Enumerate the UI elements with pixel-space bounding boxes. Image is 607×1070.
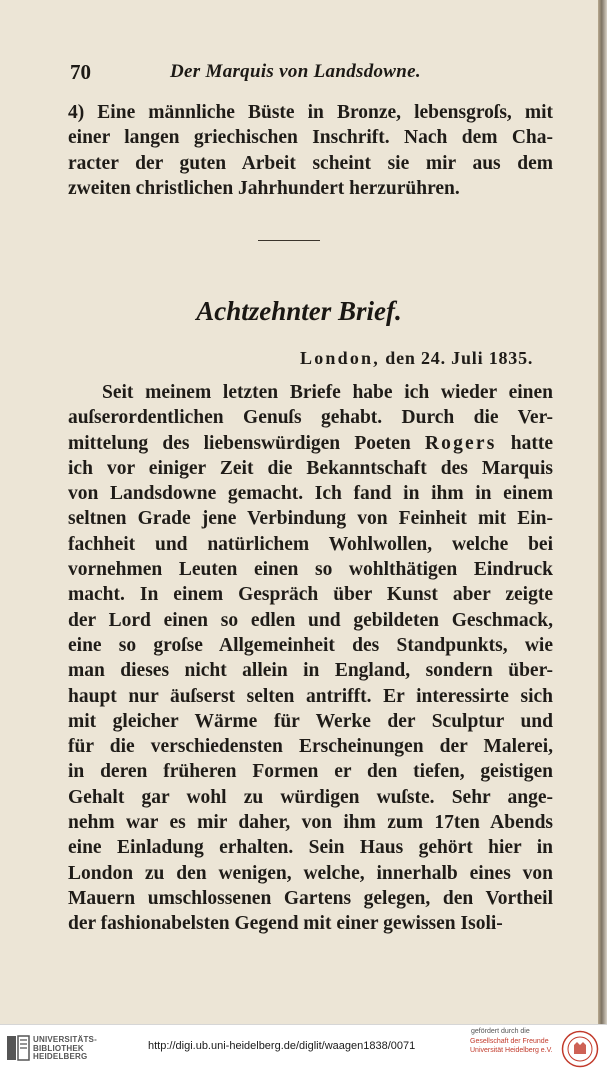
text-line: ich vor einiger Zeit die Bekanntschaft des Marquis (68, 457, 553, 479)
university-seal-icon (561, 1030, 599, 1068)
permalink-url[interactable]: http://digi.ub.uni-heidelberg.de/diglit/waagen1838/0071 (148, 1040, 416, 1052)
university-library-logo-icon (6, 1034, 30, 1062)
section-divider (258, 240, 320, 241)
library-name-line: HEIDELBERG (33, 1052, 88, 1061)
text-line: Mauern umschlossenen Gartens gelegen, den Vortheil (68, 887, 553, 909)
text-line: in deren früheren Formen er den tiefen, geistigen (68, 761, 553, 783)
library-name-line: BIBLIOTHEK (33, 1043, 84, 1053)
page-edge (598, 0, 607, 1024)
text-line: Seit meinem letzten Briefe habe ich wieder einen (102, 382, 553, 403)
text-line: racter der guten Arbeit scheint sie mir aus dem (68, 152, 553, 174)
text-line: fachheit und natürlichem Wohlwollen, welche bei (68, 533, 553, 555)
text-line: haupt nur äuſserst selten antrifft. Er interessirte sich (68, 685, 553, 707)
text-line: von Landsdowne gemacht. Ich fand in ihm in einem (68, 483, 553, 505)
text-line: mit gleicher Wärme für Werke der Sculptur und (68, 710, 553, 732)
text-fragment: hatte (496, 432, 553, 454)
library-name-line: UNIVERSITÄTS- (33, 1035, 97, 1044)
text-line: eine Einladung erhalten. Sein Haus gehört hier in (68, 837, 553, 859)
text-line: Gehalt gar wohl zu würdigen wuſste. Sehr ange- (68, 786, 553, 808)
top-paragraph (68, 100, 553, 201)
text-line: London zu den wenigen, welche, innerhalb eines von (68, 862, 553, 884)
text-line: zweiten christlichen Jahrhundert herzurühren. (68, 177, 460, 199)
text-line: der Lord einen so edlen und gebildeten Geschmack, (68, 609, 553, 631)
society-name (470, 1038, 553, 1055)
library-name (33, 1036, 97, 1062)
dateline-date: den 24. Juli 1835. (385, 348, 534, 368)
society-name-line: Gesellschaft der Freunde (470, 1038, 549, 1045)
footer-bar (0, 1024, 607, 1070)
text-line: der fashionabelsten Gegend mit einer gewissen Isoli- (68, 913, 503, 935)
body-paragraph (68, 380, 553, 937)
text-line: nehm war es mir daher, von ihm zum 17ten Abends (68, 812, 553, 834)
text-line: macht. In einem Gespräch über Kunst aber zeigte (68, 584, 553, 606)
chapter-title: Achtzehnter Brief. (196, 296, 402, 326)
spaced-name: Rogers (424, 432, 497, 454)
text-line: auſserordentlichen Genuſs gehabt. Durch die Ver- (68, 407, 553, 429)
text-line: einer langen griechischen Inschrift. Nach dem Cha- (68, 127, 553, 149)
funding-label: gefördert durch die (471, 1028, 530, 1035)
text-fragment: mittelung des liebenswürdigen Poeten (68, 432, 425, 454)
text-line: seltnen Grade jene Verbindung von Feinheit mit Ein- (68, 508, 553, 530)
dateline (300, 348, 533, 369)
text-line: vornehmen Leuten einen so wohlthätigen Eindruck (68, 559, 553, 581)
society-name-line: Universität Heidelberg e.V. (470, 1046, 553, 1054)
text-line: 4) Eine männliche Büste in Bronze, lebensgroſs, mit (68, 102, 553, 123)
text-line (68, 431, 553, 456)
running-title: Der Marquis von Landsdowne. (170, 61, 421, 82)
text-line: man dieses nicht allein in England, sondern über- (68, 660, 553, 682)
page-header (70, 60, 550, 88)
text-line: eine so groſse Allgemeinheit des Standpunkts, wie (68, 634, 553, 656)
text-line: für die verschiedensten Erscheinungen der Malerei, (68, 736, 553, 758)
page-number: 70 (70, 60, 91, 84)
dateline-city: London, (300, 348, 380, 368)
